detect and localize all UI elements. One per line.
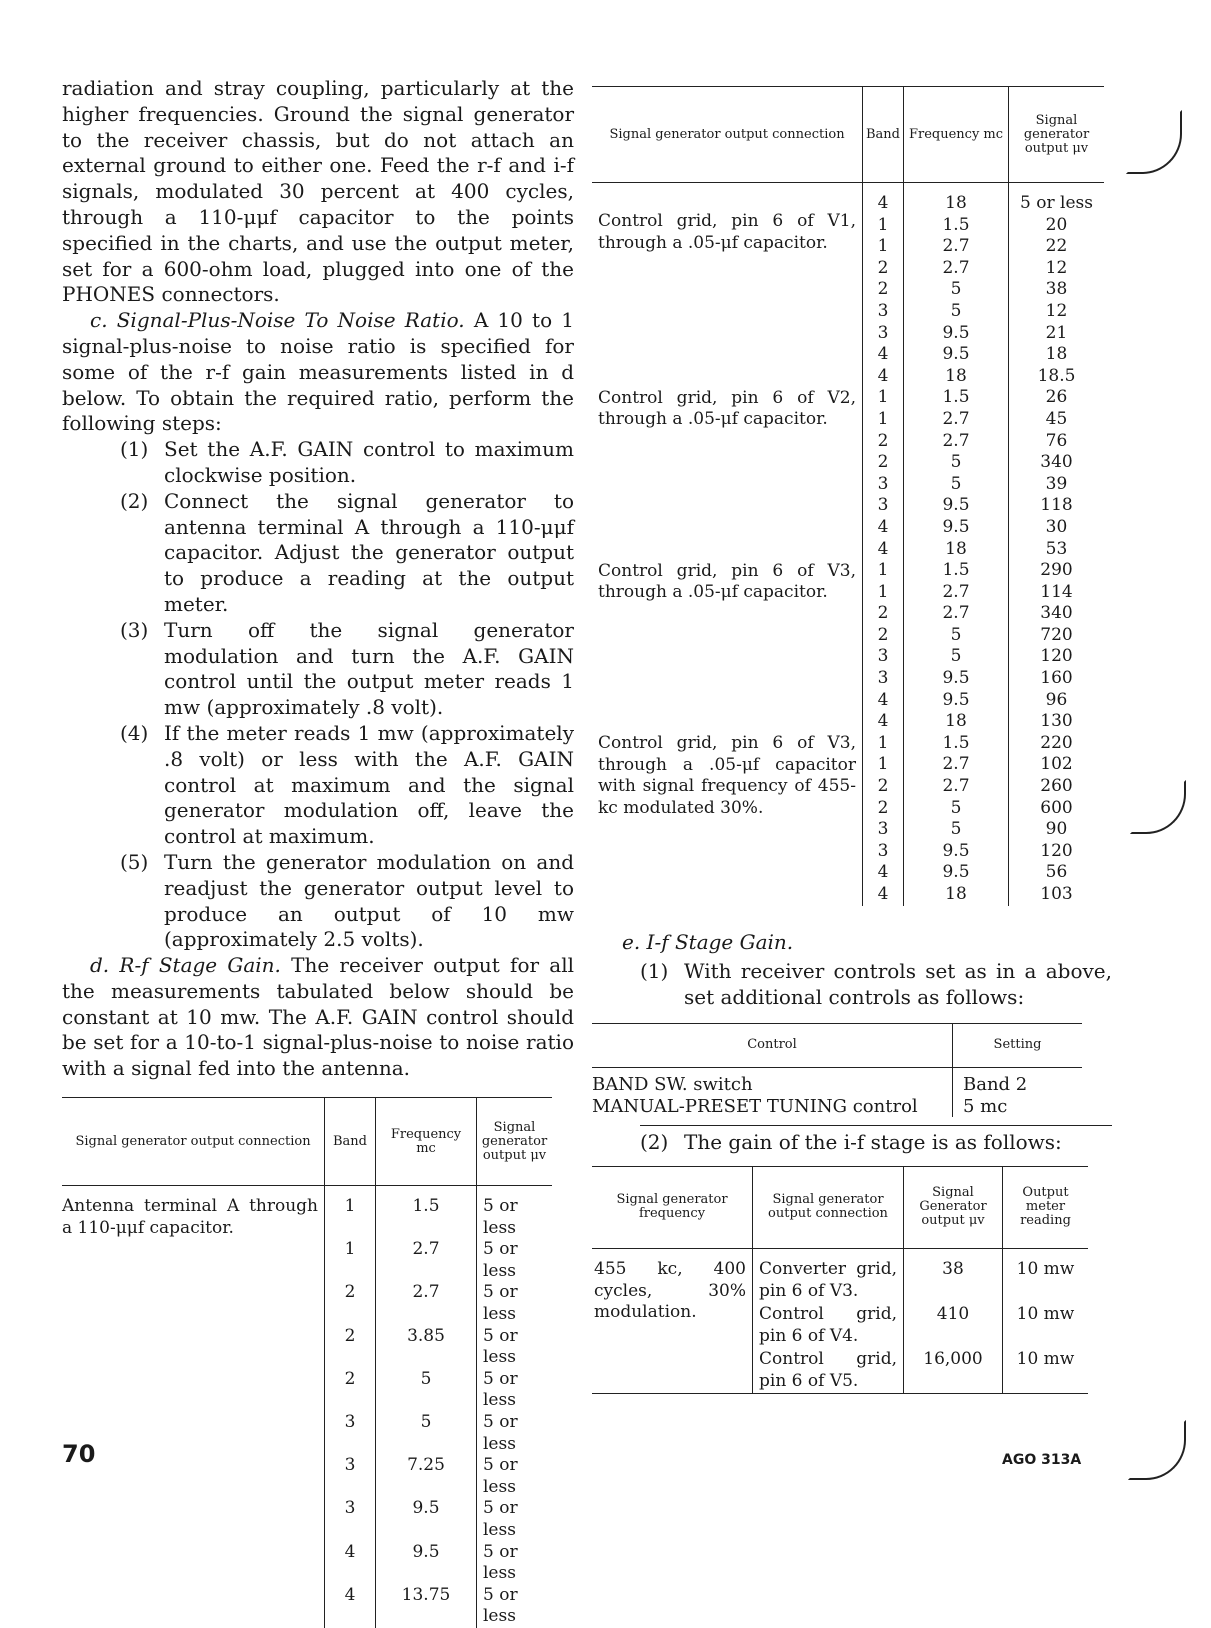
frequency-cell: 1.5 bbox=[904, 215, 1009, 237]
frequency-cell: 5 bbox=[904, 798, 1009, 820]
band-cell: 2 bbox=[863, 431, 904, 453]
right-column bbox=[592, 86, 1112, 1394]
frequency-cell: 1.5 bbox=[904, 560, 1009, 582]
band-cell: 3 bbox=[863, 495, 904, 517]
col-header-connection: Signal generator output connection bbox=[753, 1166, 904, 1248]
frequency-cell: 5 bbox=[904, 279, 1009, 301]
frequency-cell: 2.7 bbox=[376, 1239, 477, 1282]
band-cell: 1 bbox=[325, 1186, 376, 1240]
frequency-cell: 5 bbox=[904, 625, 1009, 647]
band-cell: 4 bbox=[863, 344, 904, 366]
rf-gain-table bbox=[62, 1097, 552, 1628]
col-header-band: Band bbox=[863, 87, 904, 183]
frequency-cell: 2.7 bbox=[904, 236, 1009, 258]
output-cell: 90 bbox=[1045, 819, 1068, 840]
meter-cell: 10 mw bbox=[1016, 1349, 1075, 1370]
band-cell: 3 bbox=[863, 646, 904, 668]
frequency-cell: 5 bbox=[904, 452, 1009, 474]
table-row bbox=[592, 711, 1104, 733]
output-cell: 76 bbox=[1045, 430, 1068, 451]
band-cell: 2 bbox=[863, 776, 904, 798]
band-cell: 2 bbox=[325, 1282, 376, 1325]
step-number: (4) bbox=[120, 720, 149, 745]
col-header-setting: Setting bbox=[993, 1037, 1042, 1053]
output-cell: 114 bbox=[1040, 581, 1073, 602]
step-number: (3) bbox=[120, 617, 149, 642]
band-cell: 3 bbox=[863, 323, 904, 345]
section-d-heading: d. R-f Stage Gain. bbox=[90, 953, 281, 978]
step-text: The gain of the i-f stage is as follows: bbox=[684, 1130, 1062, 1155]
stage-gain-table-body bbox=[592, 183, 1104, 906]
section-c-paragraph bbox=[62, 308, 574, 437]
band-cell: 3 bbox=[325, 1498, 376, 1541]
connection-cell: Control grid, pin 6 of V3, through a .05-μf capacitor with signal frequency of 455-kc modulated 30%. bbox=[592, 711, 863, 905]
step-item bbox=[120, 850, 574, 953]
stage-gain-table bbox=[592, 86, 1104, 906]
step-text: If the meter reads 1 mw (approximately .8 volt) or less with the A.F. GAIN control at maximum and the signal generator modulation off, leave the control at maximum. bbox=[164, 720, 574, 849]
if-gain-table-body bbox=[592, 1248, 1088, 1393]
step-number: (5) bbox=[120, 849, 149, 874]
table-row bbox=[592, 183, 1104, 215]
band-cell: 4 bbox=[863, 517, 904, 539]
output-cell: 30 bbox=[1045, 516, 1068, 537]
output-cell: 102 bbox=[1040, 754, 1073, 775]
step-number: (1) bbox=[120, 437, 149, 462]
connection-cell: Converter grid, pin 6 of V3. bbox=[753, 1248, 904, 1302]
output-cell: 22 bbox=[1045, 236, 1068, 257]
output-cell: 26 bbox=[1045, 387, 1068, 408]
band-cell: 4 bbox=[325, 1542, 376, 1585]
section-c-text: A 10 to 1 signal-plus-noise to noise ratio is specified for some of the r-f gain measurements listed in d below. To obtain the required ratio, perform the following steps: bbox=[62, 308, 574, 436]
output-cell: 5 or less bbox=[483, 1412, 518, 1454]
band-cell: 3 bbox=[325, 1455, 376, 1498]
output-cell: 120 bbox=[1040, 646, 1073, 667]
table-row bbox=[62, 1186, 552, 1240]
step-number: (1) bbox=[640, 959, 669, 984]
band-cell: 4 bbox=[863, 862, 904, 884]
band-cell: 3 bbox=[863, 474, 904, 496]
frequency-cell: 2.7 bbox=[904, 754, 1009, 776]
band-cell: 1 bbox=[863, 560, 904, 582]
table-row bbox=[592, 366, 1104, 388]
output-cell: 5 or less bbox=[483, 1282, 518, 1325]
output-cell: 5 or less bbox=[483, 1541, 518, 1584]
output-cell: 21 bbox=[1045, 322, 1068, 343]
setting-cell: 5 mc bbox=[963, 1095, 1008, 1117]
steps-list bbox=[62, 437, 574, 953]
output-cell: 38 bbox=[1045, 279, 1068, 300]
col-header-output: Signal Generator output μv bbox=[904, 1166, 1003, 1248]
connection-cell: Antenna terminal A through a 110-μμf capacitor. bbox=[62, 1186, 325, 1628]
table-row bbox=[592, 1067, 1082, 1095]
output-cell: 39 bbox=[1045, 473, 1068, 494]
col-header-output: Signal generator output μv bbox=[481, 1119, 548, 1163]
section-c-heading: c. Signal-Plus-Noise To Noise Ratio. bbox=[90, 308, 465, 333]
frequency-cell: 9.5 bbox=[904, 668, 1009, 690]
output-cell: 5 or less bbox=[483, 1368, 518, 1411]
step-text: With receiver controls set as in a above, set additional controls as follows: bbox=[684, 959, 1112, 1010]
output-cell: 720 bbox=[1040, 624, 1073, 645]
frequency-cell: 9.5 bbox=[904, 495, 1009, 517]
band-cell: 1 bbox=[863, 409, 904, 431]
step-text: Connect the signal generator to antenna terminal A through a 110-μμf capacitor. Adjust the generator output to produce a reading at the output meter. bbox=[164, 488, 574, 616]
frequency-cell: 5 bbox=[376, 1369, 477, 1412]
band-cell: 2 bbox=[863, 258, 904, 280]
col-header-frequency: Signal generator frequency bbox=[592, 1166, 753, 1248]
output-cell: 340 bbox=[1040, 603, 1073, 624]
frequency-cell: 3.85 bbox=[376, 1326, 477, 1369]
frequency-cell: 5 bbox=[376, 1412, 477, 1455]
band-cell: 1 bbox=[863, 387, 904, 409]
output-cell: 5 or less bbox=[483, 1239, 518, 1281]
output-cell: 410 bbox=[904, 1302, 1003, 1347]
table-row bbox=[592, 539, 1104, 561]
output-cell: 18.5 bbox=[1037, 365, 1076, 386]
band-cell: 4 bbox=[863, 366, 904, 388]
connection-cell: Control grid, pin 6 of V2, through a .05-μf capacitor. bbox=[592, 366, 863, 539]
band-cell: 1 bbox=[325, 1239, 376, 1282]
step-item bbox=[120, 489, 574, 618]
frequency-cell: 7.25 bbox=[376, 1455, 477, 1498]
frequency-cell: 2.7 bbox=[904, 582, 1009, 604]
band-cell: 4 bbox=[863, 884, 904, 906]
output-cell: 5 or less bbox=[483, 1455, 518, 1497]
step-item bbox=[120, 437, 574, 489]
output-cell: 53 bbox=[1045, 538, 1068, 559]
connection-cell: Control grid, pin 6 of V4. bbox=[753, 1302, 904, 1347]
col-header-connection: Signal generator output connection bbox=[592, 87, 863, 183]
frequency-cell: 18 bbox=[904, 884, 1009, 906]
frequency-cell: 2.7 bbox=[904, 431, 1009, 453]
band-cell: 1 bbox=[863, 754, 904, 776]
control-cell: BAND SW. switch bbox=[592, 1067, 953, 1095]
output-cell: 12 bbox=[1045, 257, 1068, 278]
band-cell: 2 bbox=[863, 603, 904, 625]
band-cell: 2 bbox=[863, 798, 904, 820]
output-cell: 45 bbox=[1045, 408, 1068, 429]
frequency-cell: 9.5 bbox=[904, 323, 1009, 345]
frequency-cell: 9.5 bbox=[904, 841, 1009, 863]
output-cell: 20 bbox=[1045, 214, 1068, 235]
step-item bbox=[120, 618, 574, 721]
meter-cell: 10 mw bbox=[1016, 1258, 1075, 1279]
meter-cell: 10 mw bbox=[1016, 1304, 1075, 1325]
output-cell: 16,000 bbox=[904, 1347, 1003, 1393]
band-cell: 2 bbox=[325, 1326, 376, 1369]
frequency-cell: 18 bbox=[904, 711, 1009, 733]
col-header-band: Band bbox=[325, 1098, 376, 1186]
frequency-cell: 455 kc, 400 cycles, 30% modulation. bbox=[592, 1248, 753, 1393]
band-cell: 3 bbox=[325, 1412, 376, 1455]
output-cell: 5 or less bbox=[1020, 193, 1093, 213]
band-cell: 1 bbox=[863, 582, 904, 604]
band-cell: 4 bbox=[863, 183, 904, 215]
step-text: Set the A.F. GAIN control to maximum clockwise position. bbox=[164, 437, 574, 487]
col-header-output: Signal generator output μv bbox=[1023, 112, 1090, 156]
connection-cell: Control grid, pin 6 of V5. bbox=[753, 1347, 904, 1393]
band-cell: 4 bbox=[863, 690, 904, 712]
step-text: Turn the generator modulation on and readjust the generator output level to produce an output of 10 mw (approximately 2.5 volts). bbox=[164, 849, 574, 952]
frequency-cell: 9.5 bbox=[376, 1498, 477, 1541]
frequency-cell: 18 bbox=[904, 366, 1009, 388]
frequency-cell: 18 bbox=[904, 183, 1009, 215]
band-cell: 2 bbox=[863, 625, 904, 647]
frequency-cell: 5 bbox=[904, 301, 1009, 323]
output-cell: 118 bbox=[1040, 495, 1073, 516]
band-cell: 2 bbox=[863, 279, 904, 301]
frequency-cell: 18 bbox=[904, 539, 1009, 561]
frequency-cell: 1.5 bbox=[376, 1186, 477, 1240]
connection-cell: Control grid, pin 6 of V1, through a .05-μf capacitor. bbox=[592, 183, 863, 366]
output-cell: 12 bbox=[1045, 300, 1068, 321]
col-header-control: Control bbox=[592, 1023, 953, 1067]
col-header-connection: Signal generator output connection bbox=[62, 1098, 325, 1186]
band-cell: 4 bbox=[863, 539, 904, 561]
connection-cell: Control grid, pin 6 of V3, through a .05-μf capacitor. bbox=[592, 539, 863, 712]
frequency-cell: 2.7 bbox=[904, 603, 1009, 625]
output-cell: 130 bbox=[1040, 711, 1073, 732]
section-e-heading: e. I-f Stage Gain. bbox=[622, 929, 794, 954]
control-cell: MANUAL-PRESET TUNING control bbox=[592, 1096, 953, 1118]
frequency-cell: 9.5 bbox=[904, 517, 1009, 539]
output-cell: 5 or less bbox=[483, 1584, 518, 1627]
band-cell: 1 bbox=[863, 215, 904, 237]
page-number: 70 bbox=[62, 1440, 96, 1468]
output-cell: 18 bbox=[1045, 344, 1068, 365]
output-cell: 340 bbox=[1040, 452, 1073, 473]
frequency-cell: 9.5 bbox=[376, 1542, 477, 1585]
step-number: (2) bbox=[120, 488, 149, 513]
frequency-cell: 9.5 bbox=[904, 344, 1009, 366]
section-e-step-2 bbox=[640, 1125, 1112, 1156]
frequency-cell: 5 bbox=[904, 474, 1009, 496]
frequency-cell: 2.7 bbox=[376, 1282, 477, 1325]
setting-cell: Band 2 bbox=[963, 1073, 1028, 1095]
table-row bbox=[592, 1096, 1082, 1118]
band-cell: 3 bbox=[863, 819, 904, 841]
step-item bbox=[120, 721, 574, 850]
control-settings-body bbox=[592, 1067, 1082, 1117]
band-cell: 4 bbox=[863, 711, 904, 733]
section-d-paragraph bbox=[62, 953, 574, 1082]
control-settings-table bbox=[592, 1023, 1082, 1117]
frequency-cell: 1.5 bbox=[904, 733, 1009, 755]
intro-paragraph: radiation and stray coupling, particularly at the higher frequencies. Ground the signal generator to the receiver chassis, but do not attach an external ground to either one. Feed the r-f and i-f signals, modulated 30 percent at 400 cycles, through a 110-μμf capacitor to the points specified in the charts, and use the output meter, set for a 600-ohm load, plugged into one of the PHONES connectors. bbox=[62, 76, 574, 307]
output-cell: 5 or less bbox=[483, 1325, 518, 1368]
frequency-cell: 5 bbox=[904, 646, 1009, 668]
output-cell: 260 bbox=[1040, 776, 1073, 797]
frequency-cell: 2.7 bbox=[904, 776, 1009, 798]
step-text: Turn off the signal generator modulation and turn the A.F. GAIN control until the output meter reads 1 mw (approximately .8 volt). bbox=[164, 617, 574, 720]
binder-mark bbox=[1128, 1420, 1186, 1480]
output-cell: 5 or less bbox=[483, 1196, 518, 1238]
frequency-cell: 13.75 bbox=[376, 1585, 477, 1628]
binder-mark bbox=[1130, 780, 1186, 834]
output-cell: 38 bbox=[904, 1248, 1003, 1302]
band-cell: 2 bbox=[863, 452, 904, 474]
frequency-cell: 9.5 bbox=[904, 690, 1009, 712]
frequency-cell: 5 bbox=[904, 819, 1009, 841]
table-row bbox=[592, 1248, 1088, 1302]
band-cell: 1 bbox=[863, 236, 904, 258]
output-cell: 220 bbox=[1040, 732, 1073, 753]
output-cell: 56 bbox=[1045, 862, 1068, 883]
frequency-cell: 2.7 bbox=[904, 258, 1009, 280]
col-header-frequency: Frequency mc bbox=[904, 87, 1009, 183]
output-cell: 290 bbox=[1040, 560, 1073, 581]
band-cell: 3 bbox=[863, 841, 904, 863]
band-cell: 3 bbox=[863, 668, 904, 690]
output-cell: 160 bbox=[1040, 668, 1073, 689]
col-header-meter: Output meter reading bbox=[1020, 1185, 1071, 1229]
left-column bbox=[62, 76, 574, 1628]
frequency-cell: 2.7 bbox=[904, 409, 1009, 431]
band-cell: 4 bbox=[325, 1585, 376, 1628]
frequency-cell: 9.5 bbox=[904, 862, 1009, 884]
if-gain-table bbox=[592, 1166, 1088, 1394]
col-header-frequency: Frequency mc bbox=[376, 1098, 477, 1186]
section-d-text: The receiver output for all the measurements tabulated below should be constant at 10 mw. The A.F. GAIN control should be set for a 10-to-1 signal-plus-noise to noise ratio with a signal fed into the antenna. bbox=[62, 953, 574, 1081]
band-cell: 2 bbox=[325, 1369, 376, 1412]
frequency-cell: 1.5 bbox=[904, 387, 1009, 409]
step-number: (2) bbox=[640, 1130, 669, 1155]
output-cell: 96 bbox=[1045, 689, 1068, 710]
rf-gain-table-body bbox=[62, 1186, 552, 1628]
band-cell: 1 bbox=[863, 733, 904, 755]
output-cell: 103 bbox=[1040, 884, 1073, 904]
band-cell: 3 bbox=[863, 301, 904, 323]
output-cell: 120 bbox=[1040, 840, 1073, 861]
output-cell: 600 bbox=[1040, 797, 1073, 818]
document-code: AGO 313A bbox=[1002, 1452, 1082, 1468]
binder-mark bbox=[1126, 110, 1182, 174]
output-cell: 5 or less bbox=[483, 1498, 518, 1540]
section-e-step-1 bbox=[640, 959, 1112, 1011]
